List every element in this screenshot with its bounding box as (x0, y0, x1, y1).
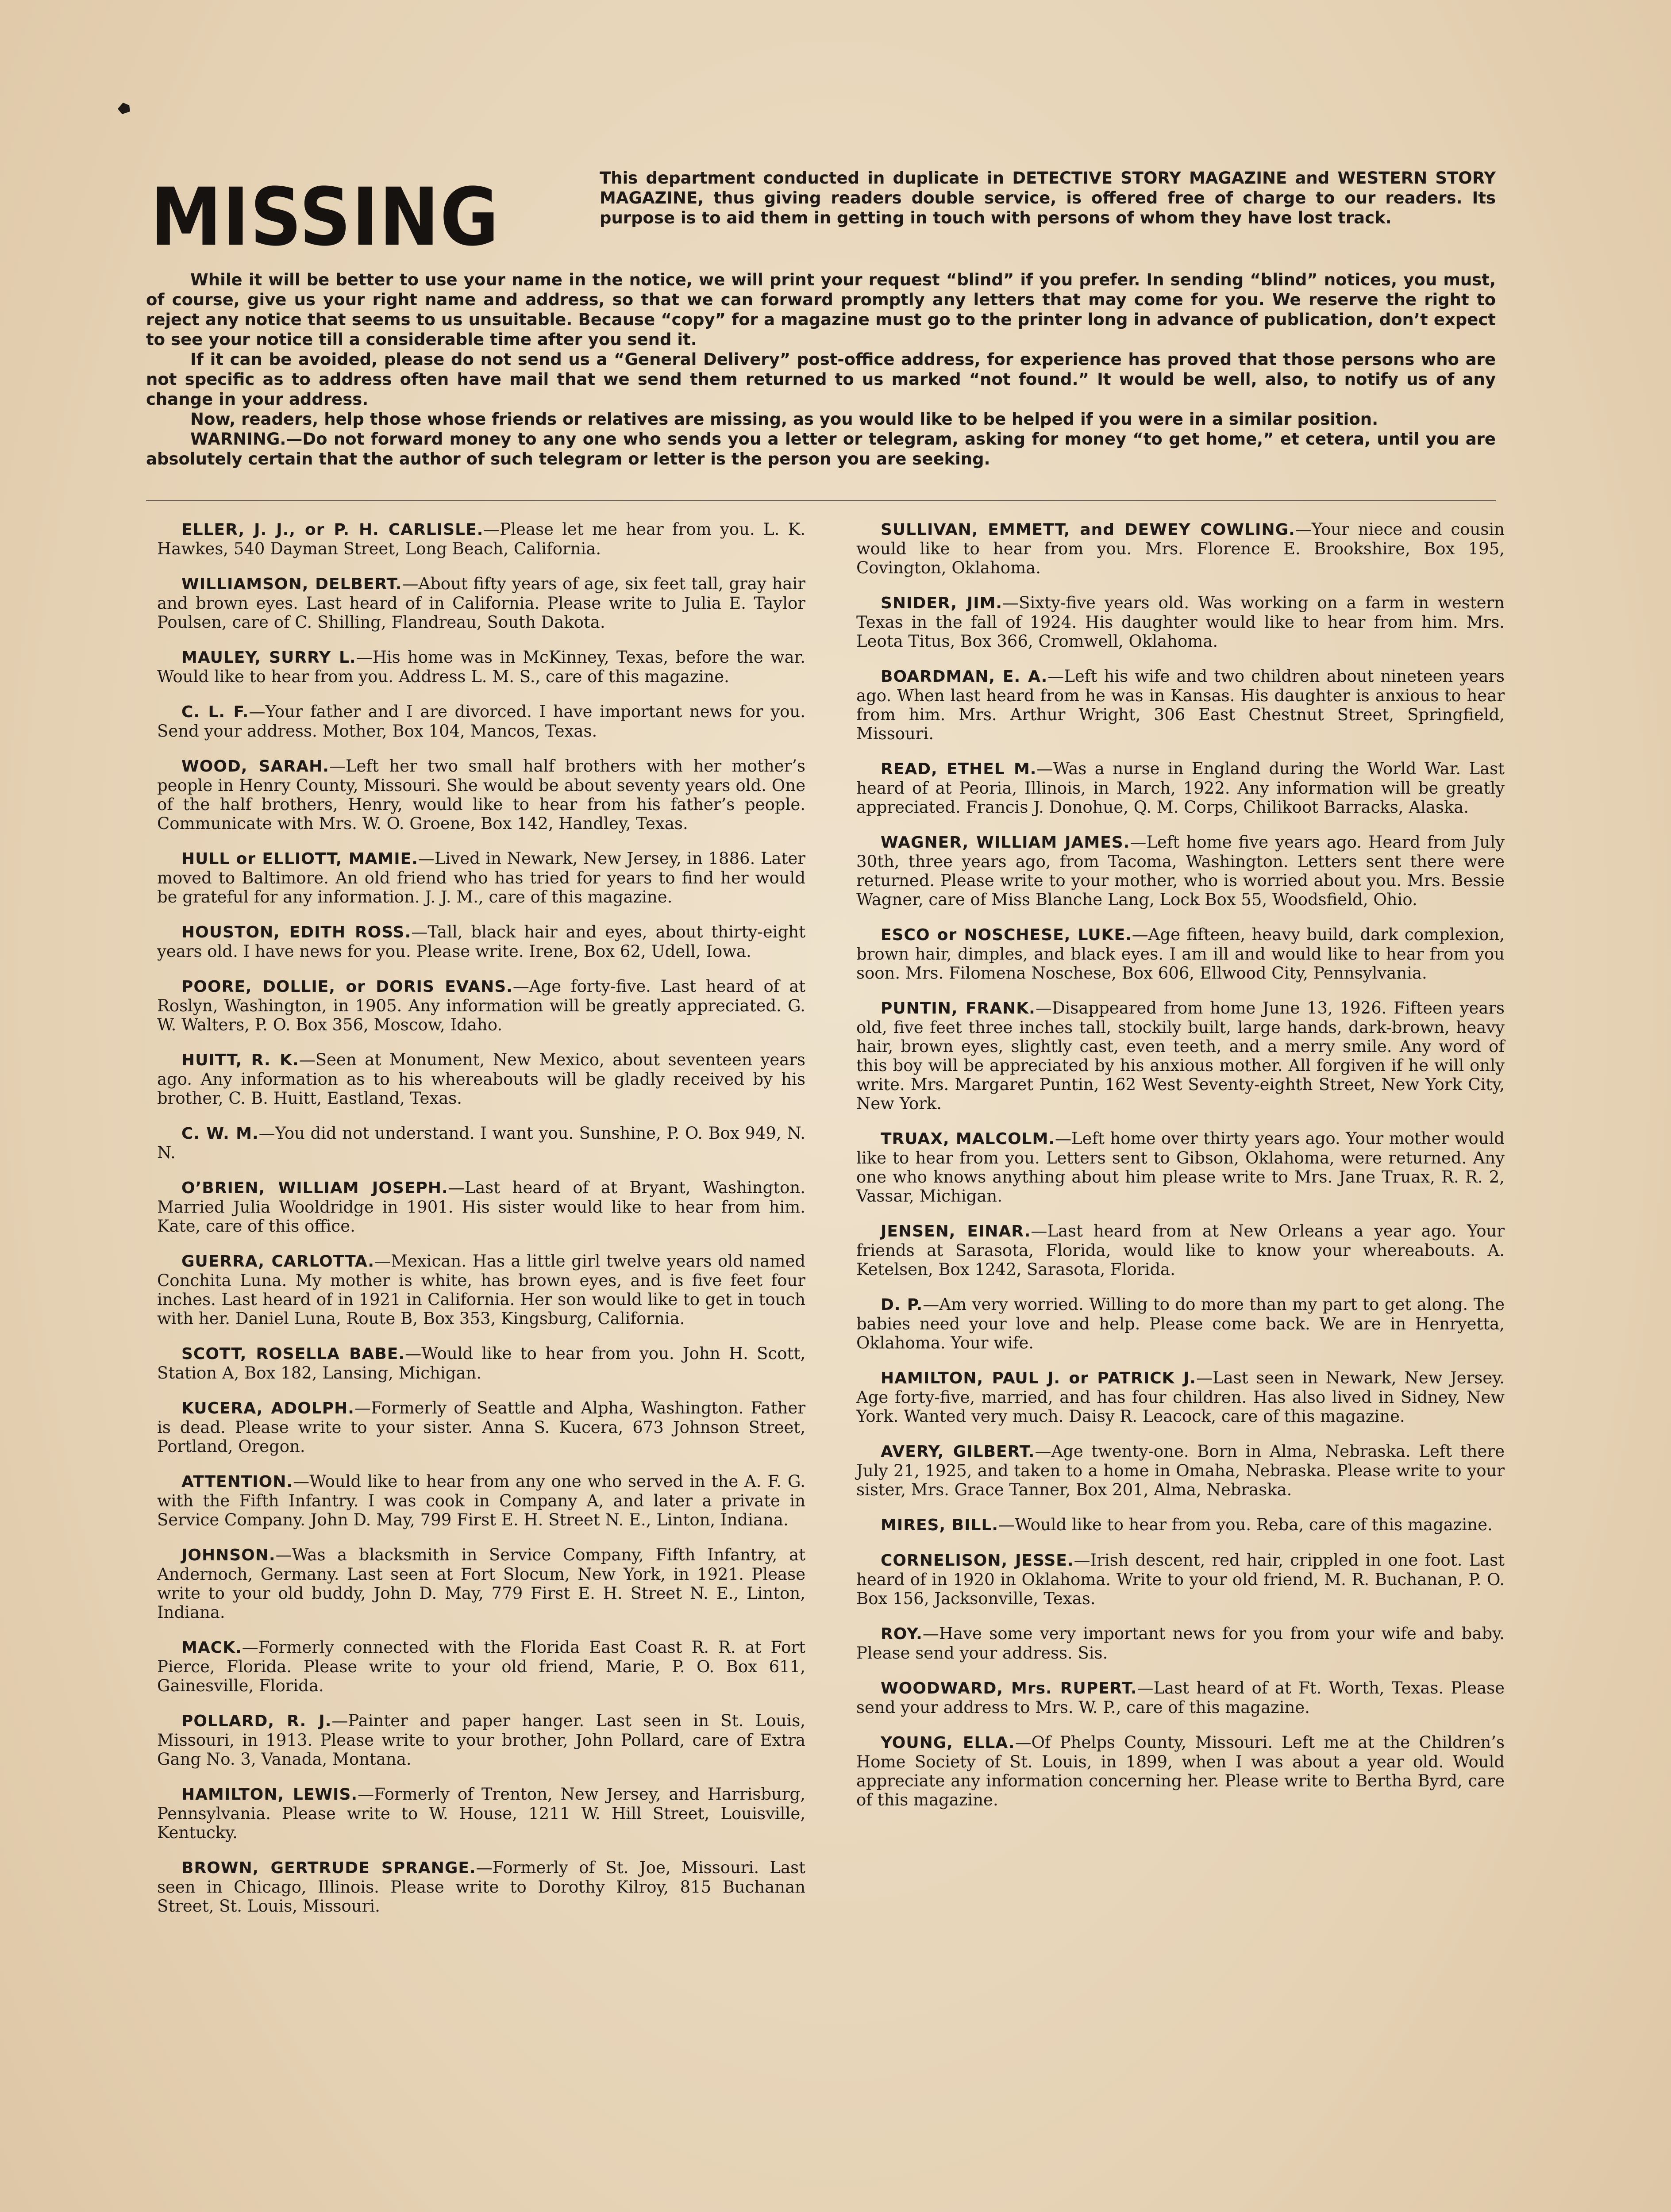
ink-blot-mark (116, 101, 132, 116)
missing-notice (157, 1638, 805, 1695)
missing-notice (157, 520, 805, 558)
left-column (157, 520, 805, 1932)
notice-text: —Would like to hear from any one who served in the A. F. G. with the Fifth Infantry. I was cook in Company A, and later a private in Service Company. John D. May, 799 First E. H. Street N. E., Linton, Indiana. (157, 1472, 805, 1529)
missing-notice (157, 574, 805, 632)
notice-text: —Formerly of Trenton, New Jersey, and Harrisburg, Pennsylvania. Please write to W. House, 1211 W. Hill Street, Louisville, Kentucky. (157, 1785, 805, 1842)
missing-notice (856, 1624, 1505, 1663)
notice-name: WILLIAMSON, DELBERT. (181, 575, 402, 593)
missing-notice (856, 1515, 1505, 1535)
notice-name: BOARDMAN, E. A. (881, 668, 1048, 686)
notice-name: C. W. M. (181, 1125, 259, 1143)
missing-notice (157, 1472, 805, 1529)
missing-notice (856, 925, 1505, 983)
notice-text: —Was a nurse in England during the World War. Last heard of at Peoria, Illinois, in March, 1922. Any information will be greatly appreciated. Francis J. Donohue, Q. M. Corps, Chilikoot Barracks, Alaska. (856, 759, 1505, 817)
missing-notice (157, 757, 805, 833)
intro-body (146, 270, 1496, 469)
notice-text: —Last heard from at New Orleans a year ago. Your friends at Sarasota, Florida, would like to know your whereabouts. A. Ketelsen, Box 1242, Sarasota, Florida. (856, 1221, 1505, 1279)
notice-name: ESCO or NOSCHESE, LUKE. (881, 926, 1132, 944)
intro-paragraph: This department conducted in duplicate in DETECTIVE STORY MAGAZINE and WESTERN STORY MAGAZINE, thus giving readers double service, is offered free of charge to our readers. Its purpose is to aid them in getting in touch with persons of whom they have lost track. (600, 169, 1496, 227)
right-column (856, 520, 1505, 1825)
missing-notice (856, 998, 1505, 1113)
notice-name: HAMILTON, LEWIS. (181, 1786, 358, 1804)
notice-name: SNIDER, JIM. (881, 594, 1003, 612)
notice-text: —Disappeared from home June 13, 1926. Fifteen years old, five feet three inches tall, stockily built, large hands, dark-brown, heavy hair, brown eyes, slightly cast, even teeth, and a merry smile. Any word of this boy will be appreciated by his anxious mother. All forgiven if he will only write. Mrs. Margaret Puntin, 162 West Seventy-eighth Street, New York City, New York. (856, 998, 1505, 1113)
notice-name: ROY. (881, 1625, 923, 1643)
missing-notice (157, 849, 805, 906)
notice-name: O’BRIEN, WILLIAM JOSEPH. (181, 1179, 448, 1197)
notice-text: —Sixty-five years old. Was working on a farm in western Texas in the fall of 1924. His daughter would like to hear from him. Mrs. Leota Titus, Box 366, Cromwell, Oklahoma. (856, 593, 1505, 651)
notice-text: —Left home five years ago. Heard from July 30th, three years ago, from Tacoma, Washington. Letters sent there were returned. Please write to your mother, who is worried about you. Mrs. Bessie Wagner, care of Miss Blanche Lang, Lock Box 55, Woodsfield, Ohio. (856, 833, 1505, 909)
notice-text: —Was a blacksmith in Service Company, Fifth Infantry, at Andernoch, Germany. Last seen at Fort Slocum, New York, in 1921. Please write to your old buddy, John D. May, 779 First E. H. Street N. E., Linton, Indiana. (157, 1545, 805, 1622)
notice-text: —Seen at Monument, New Mexico, about seventeen years ago. Any information as to his whereabouts will be gladly received by his brother, C. B. Huitt, Eastland, Texas. (157, 1050, 805, 1108)
notice-name: YOUNG, ELLA. (881, 1734, 1015, 1752)
notice-text: —Painter and paper hanger. Last seen in St. Louis, Missouri, in 1913. Please write to your brother, John Pollard, care of Extra Gang No. 3, Vanada, Montana. (157, 1711, 805, 1769)
missing-notice (157, 648, 805, 686)
notice-text: —About fifty years of age, six feet tall, gray hair and brown eyes. Last heard of in California. Please write to Julia E. Taylor Poulsen, care of C. Shilling, Flandreau, South Dakota. (157, 574, 805, 632)
missing-notice (856, 1221, 1505, 1279)
notice-name: CORNELISON, JESSE. (881, 1551, 1074, 1570)
notice-name: WOODWARD, Mrs. RUPERT. (881, 1679, 1137, 1697)
notice-name: C. L. F. (181, 703, 249, 721)
missing-notice (856, 593, 1505, 651)
notice-name: SULLIVAN, EMMETT, and DEWEY COWLING. (881, 521, 1295, 539)
department-title: MISSING (150, 171, 500, 264)
notice-name: MACK. (181, 1639, 242, 1657)
missing-notice (157, 1858, 805, 1916)
missing-notice (157, 1252, 805, 1328)
notice-text: —Your father and I are divorced. I have important news for you. Send your address. Mother, Box 104, Mancos, Texas. (157, 702, 805, 741)
missing-notice (157, 1785, 805, 1842)
notice-name: JENSEN, EINAR. (881, 1222, 1031, 1240)
missing-notice (157, 702, 805, 741)
missing-notice (157, 1344, 805, 1382)
missing-notice (856, 1442, 1505, 1499)
notice-text: —Mexican. Has a little girl twelve years old named Conchita Luna. My mother is white, has brown eyes, and is five feet four inches. Last heard of in 1921 in California. Her son would like to get in touch with her. Daniel Luna, Route B, Box 353, Kingsburg, California. (157, 1252, 805, 1328)
intro-paragraph: While it will be better to use your name in the notice, we will print your request “blind” if you prefer. In sending “blind” notices, you must, of course, give us your right name and address, so that we can forward promptly any letters that may come for you. We reserve the right to reject any notice that seems to us unsuitable. Because “copy” for a magazine must go to the printer long in advance of publication, don’t expect to see your notice till a considerable time after you send it. (146, 270, 1496, 349)
notice-name: WOOD, SARAH. (181, 757, 329, 776)
missing-notice (157, 1545, 805, 1622)
notice-text: —Last heard of at Ft. Worth, Texas. Please send your address to Mrs. W. P., care of this magazine. (856, 1678, 1505, 1717)
notice-name: GUERRA, CARLOTTA. (181, 1252, 375, 1271)
missing-notice (157, 1124, 805, 1162)
notice-text: —Age twenty-one. Born in Alma, Nebraska. Left there July 21, 1925, and taken to a home in Omaha, Nebraska. Please write to your sister, Mrs. Grace Tanner, Box 201, Alma, Nebraska. (856, 1442, 1505, 1499)
header-divider (146, 500, 1496, 501)
missing-notice (157, 1178, 805, 1236)
notice-text: —You did not understand. I want you. Sunshine, P. O. Box 949, N. N. (157, 1124, 805, 1162)
notice-text: —Your niece and cousin would like to hear from you. Mrs. Florence E. Brookshire, Box 195, Covington, Oklahoma. (856, 520, 1505, 577)
notice-text: —Last seen in Newark, New Jersey. Age forty-five, married, and has four children. Has also lived in Sidney, New York. Wanted very much. Daisy R. Leacock, care of this magazine. (856, 1368, 1505, 1426)
intro-paragraph: Now, readers, help those whose friends or relatives are missing, as you would like to be helped if you were in a similar position. (190, 410, 1378, 429)
notice-text: —Left her two small half brothers with her mother’s people in Henry County, Missouri. She would be about seventy years old. One of the half brothers, Henry, would like to hear from his father’s people. Communicate with Mrs. W. O. Groene, Box 142, Handley, Texas. (157, 757, 805, 833)
notice-name: HULL or ELLIOTT, MAMIE. (181, 850, 418, 868)
notice-name: PUNTIN, FRANK. (881, 999, 1036, 1018)
notice-name: POORE, DOLLIE, or DORIS EVANS. (181, 978, 513, 996)
missing-notice (856, 1129, 1505, 1206)
notice-name: POLLARD, R. J. (181, 1712, 332, 1730)
notice-text: —Lived in Newark, New Jersey, in 1886. Later moved to Baltimore. An old friend who has tried for years to find her would be grateful for any information. J. J. M., care of this magazine. (157, 849, 805, 906)
notice-name: KUCERA, ADOLPH. (181, 1399, 354, 1417)
missing-notice (856, 759, 1505, 817)
notice-name: D. P. (881, 1296, 923, 1314)
missing-notice (856, 667, 1505, 743)
notice-name: MIRES, BILL. (881, 1516, 999, 1534)
missing-notice (856, 520, 1505, 577)
notice-text: —Would like to hear from you. Reba, care of this magazine. (998, 1515, 1493, 1534)
missing-notice (856, 1678, 1505, 1717)
missing-notice (157, 1050, 805, 1108)
missing-notice (157, 1711, 805, 1769)
notice-text: —Age fifteen, heavy build, dark complexion, brown hair, dimples, and black eyes. I am ill and would like to hear from you soon. Mrs. Filomena Noschese, Box 606, Ellwood City, Pennsylvania. (856, 925, 1505, 983)
notice-text: —His home was in McKinney, Texas, before the war. Would like to hear from you. Address L. M. S., care of this magazine. (157, 648, 805, 686)
notice-name: ATTENTION. (181, 1473, 293, 1491)
notice-text: —Age forty-five. Last heard of at Roslyn, Washington, in 1905. Any information will be greatly appreciated. G. W. Walters, P. O. Box 356, Moscow, Idaho. (157, 977, 806, 1034)
missing-notice (157, 977, 805, 1034)
missing-notice (856, 1368, 1505, 1426)
notice-text: —Formerly connected with the Florida East Coast R. R. at Fort Pierce, Florida. Please write to your old friend, Marie, P. O. Box 611, Gainesville, Florida. (157, 1638, 805, 1695)
notice-name: BROWN, GERTRUDE SPRANGE. (181, 1859, 476, 1877)
notice-name: AVERY, GILBERT. (881, 1443, 1035, 1461)
missing-department-header (146, 168, 1496, 478)
notice-name: HUITT, R. K. (181, 1051, 299, 1069)
notice-name: MAULEY, SURRY L. (181, 649, 356, 667)
notice-name: WAGNER, WILLIAM JAMES. (881, 833, 1130, 852)
notice-text: —Left his wife and two children about nineteen years ago. When last heard from he was in Kansas. His daughter is anxious to hear from him. Mrs. Arthur Wright, 306 East Chestnut Street, Springfield, Missouri. (856, 667, 1505, 743)
notice-text: —Of Phelps County, Missouri. Left me at the Children’s Home Society of St. Louis, in 1899, when I was about a year old. Would appreciate any information concerning her. Please write to Bertha Byrd, care of this magazine. (856, 1733, 1505, 1809)
notice-text: —Formerly of St. Joe, Missouri. Last seen in Chicago, Illinois. Please write to Dorothy Kilroy, 815 Buchanan Street, St. Louis, Missouri. (157, 1858, 805, 1916)
missing-notice (856, 1551, 1505, 1608)
warning-paragraph: WARNING.—Do not forward money to any one who sends you a letter or telegram, asking for money “to get home,” et cetera, until you are absolutely certain that the author of such telegram or letter is the person you are seeking. (146, 430, 1496, 469)
notice-name: SCOTT, ROSELLA BABE. (181, 1345, 405, 1363)
notice-name: JOHNSON. (181, 1546, 276, 1564)
missing-notice (157, 922, 805, 961)
notice-text: —Tall, black hair and eyes, about thirty-eight years old. I have news for you. Please write. Irene, Box 62, Udell, Iowa. (157, 922, 805, 961)
notice-text: —Would like to hear from you. John H. Scott, Station A, Box 182, Lansing, Michigan. (157, 1344, 805, 1382)
notice-name: ELLER, J. J., or P. H. CARLISLE. (181, 521, 484, 539)
missing-notice (856, 1295, 1505, 1352)
notice-text: —Have some very important news for you from your wife and baby. Please send your address. Sis. (856, 1624, 1505, 1663)
notice-text: —Irish descent, red hair, crippled in one foot. Last heard of in 1920 in Oklahoma. Write to your old friend, M. R. Buchanan, P. O. Box 156, Jacksonville, Texas. (856, 1551, 1505, 1608)
notice-text: —Am very worried. Willing to do more than my part to get along. The babies need your love and help. Please come back. We are in Henryetta, Oklahoma. Your wife. (856, 1295, 1505, 1352)
notice-text: —Formerly of Seattle and Alpha, Washington. Father is dead. Please write to your sister. Anna S. Kucera, 673 Johnson Street, Portland, Oregon. (157, 1398, 806, 1456)
missing-notice (856, 1733, 1505, 1809)
missing-notice (856, 833, 1505, 909)
notice-text: —Last heard of at Bryant, Washington. Married Julia Wooldridge in 1901. His sister would like to hear from him. Kate, care of this office. (157, 1178, 805, 1236)
notice-text: —Please let me hear from you. L. K. Hawkes, 540 Dayman Street, Long Beach, California. (157, 520, 805, 558)
intro-paragraph: If it can be avoided, please do not send us a “General Delivery” post-office address, for experience has proved that those persons who are not specific as to address often have mail that we send them returned to us marked “not found.” It would be well, also, to notify us of any change in your address. (146, 350, 1496, 409)
missing-notice (157, 1398, 805, 1456)
notice-name: TRUAX, MALCOLM. (881, 1130, 1055, 1148)
notice-name: HAMILTON, PAUL J. or PATRICK J. (881, 1369, 1197, 1387)
notice-name: READ, ETHEL M. (881, 760, 1037, 778)
notice-name: HOUSTON, EDITH ROSS. (181, 923, 412, 941)
notice-text: —Left home over thirty years ago. Your mother would like to hear from you. Letters sent to Gibson, Oklahoma, were returned. Any one who knows anything about him please write to Mrs. Jane Truax, R. R. 2, Vassar, Michigan. (856, 1129, 1505, 1206)
